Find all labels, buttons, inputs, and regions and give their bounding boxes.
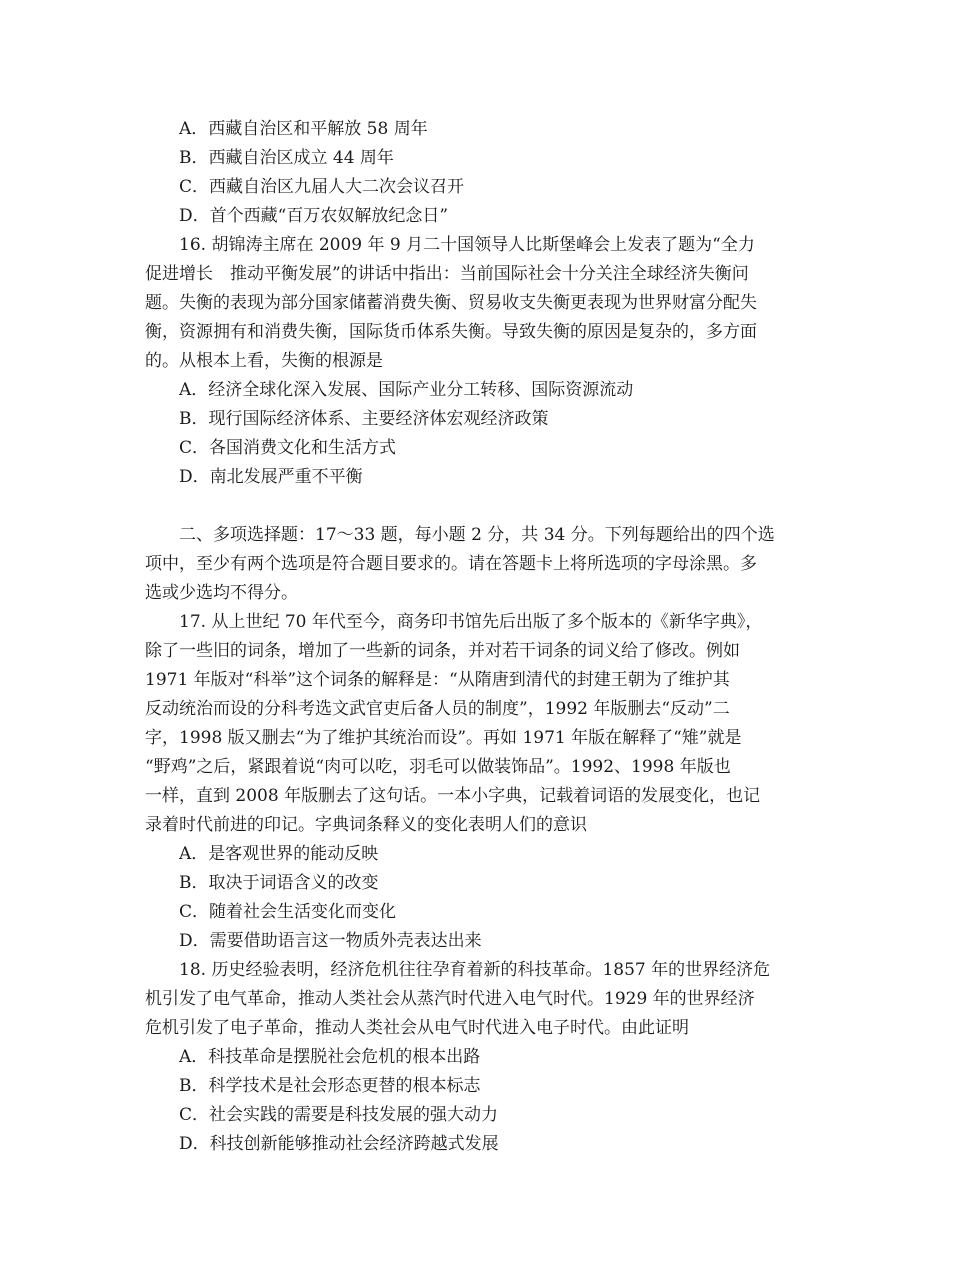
q16-stem-line: 促进增长 推动平衡发展”的讲话中指出：当前国际社会十分关注全球经济失衡问 (145, 264, 749, 284)
question-18 (145, 956, 845, 1159)
q16-option-a: A．经济全球化深入发展、国际产业分工转移、国际资源流动 (179, 380, 634, 400)
q15-option-a: A．西藏自治区和平解放 58 周年 (179, 119, 428, 139)
q18-stem-line: 机引发了电气革命，推动人类社会从蒸汽时代进入电气时代。1929 年的世界经济 (145, 989, 755, 1009)
q17-stem-line: 反动统治而设的分科考选文武官吏后备人员的制度”，1992 年版删去“反动”二 (145, 699, 730, 719)
exam-page (145, 115, 845, 1159)
q16-option-c: C．各国消费文化和生活方式 (179, 438, 397, 458)
q18-option-c: C．社会实践的需要是科技发展的强大动力 (179, 1105, 499, 1125)
section-2-instructions (145, 521, 845, 608)
q18-option-b: B．科学技术是社会形态更替的根本标志 (179, 1076, 481, 1096)
q17-stem-line: 一样，直到 2008 年版删去了这句话。一本小字典，记载着词语的发展变化，也记 (145, 786, 761, 806)
q17-stem-line: 17. 从上世纪 70 年代至今，商务印书馆先后出版了多个版本的《新华字典》， (179, 612, 763, 632)
q16-option-b: B．现行国际经济体系、主要经济体宏观经济政策 (179, 409, 549, 429)
question-17 (145, 608, 845, 956)
q18-option-a: A．科技革命是摆脱社会危机的根本出路 (179, 1047, 481, 1067)
q15-option-c: C．西藏自治区九届人大二次会议召开 (179, 177, 465, 197)
q17-option-d: D．需要借助语言这一物质外壳表达出来 (179, 931, 482, 951)
q16-option-d: D．南北发展严重不平衡 (179, 467, 363, 487)
q16-stem-line: 题。失衡的表现为部分国家储蓄消费失衡、贸易收支失衡更表现为世界财富分配失 (145, 293, 757, 313)
question-15-options (145, 115, 845, 231)
question-16 (145, 231, 845, 492)
q17-option-a: A．是客观世界的能动反映 (179, 844, 379, 864)
section2-line: 项中，至少有两个选项是符合题目要求的。请在答题卡上将所选项的字母涂黑。多 (145, 554, 757, 574)
q16-stem-line: 衡，资源拥有和消费失衡，国际货币体系失衡。导致失衡的原因是复杂的，多方面 (145, 322, 757, 342)
q18-option-d: D．科技创新能够推动社会经济跨越式发展 (179, 1134, 499, 1154)
q16-stem-line: 的。从根本上看，失衡的根源是 (145, 351, 383, 371)
q15-option-b: B．西藏自治区成立 44 周年 (179, 148, 394, 168)
q17-stem-line: 1971 年版对“科举”这个词条的解释是：“从隋唐到清代的封建王朝为了维护其 (145, 670, 730, 690)
q15-option-d: D．首个西藏“百万农奴解放纪念日” (179, 206, 449, 226)
q17-stem-line: 字，1998 版又删去“为了维护其统治而设”。再如 1971 年版在解释了“雉”就是 (145, 728, 742, 748)
section-spacer (145, 492, 845, 521)
q16-stem-line: 16. 胡锦涛主席在 2009 年 9 月二十国领导人比斯堡峰会上发表了题为“全力 (179, 235, 755, 255)
q17-option-c: C．随着社会生活变化而变化 (179, 902, 397, 922)
q17-stem-line: “野鸡”之后，紧跟着说“肉可以吃，羽毛可以做装饰品”。1992、1998 年版也 (145, 757, 731, 777)
q17-stem-line: 录着时代前进的印记。字典词条释义的变化表明人们的意识 (145, 815, 587, 835)
q17-option-b: B．取决于词语含义的改变 (179, 873, 379, 893)
q17-stem-line: 除了一些旧的词条，增加了一些新的词条，并对若干词条的词义给了修改。例如 (145, 641, 740, 661)
section2-line: 选或少选均不得分。 (145, 583, 298, 603)
section2-line: 二、多项选择题：17～33 题，每小题 2 分，共 34 分。下列每题给出的四个选 (179, 525, 775, 545)
q18-stem-line: 18. 历史经验表明，经济危机往往孕育着新的科技革命。1857 年的世界经济危 (179, 960, 771, 980)
q18-stem-line: 危机引发了电子革命，推动人类社会从电气时代进入电子时代。由此证明 (145, 1018, 689, 1038)
